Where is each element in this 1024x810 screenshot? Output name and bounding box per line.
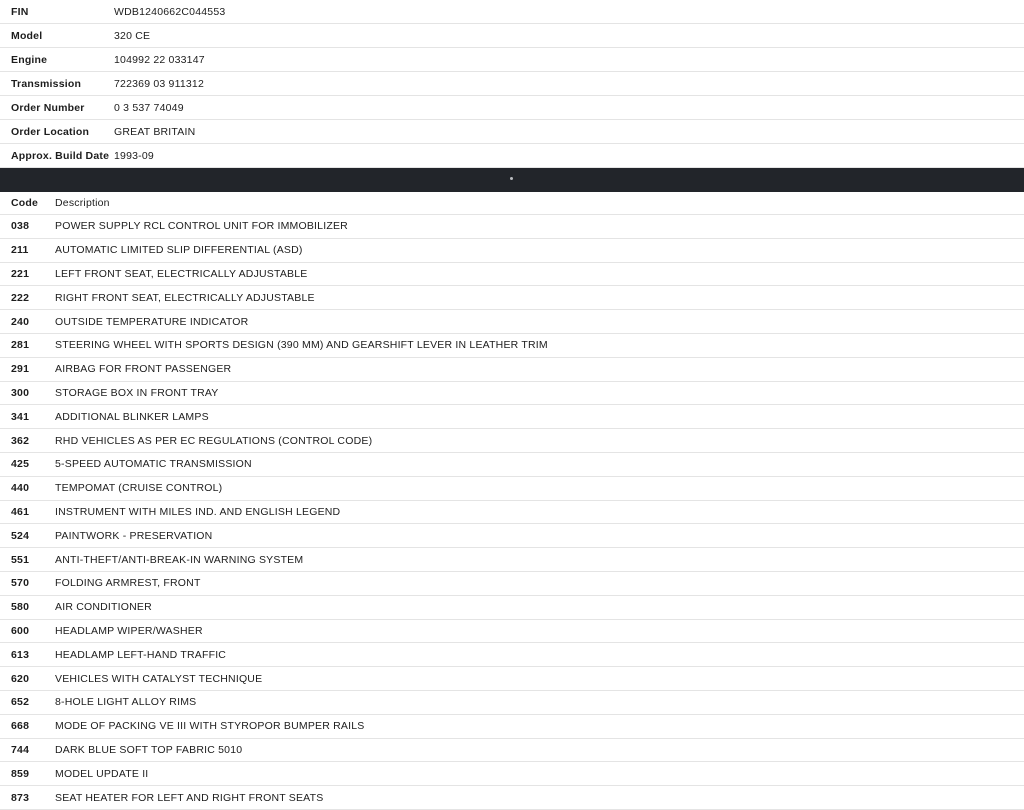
vehicle-info-row [0,120,1024,144]
table-row [0,286,1024,310]
option-code-cell: 425 [11,458,30,471]
option-code-cell: 211 [11,244,29,257]
option-code-cell: 652 [11,696,30,709]
table-row [0,381,1024,405]
vehicle-info-row [0,0,1024,24]
vehicle-info-value: WDB1240662C044553 [114,5,226,18]
table-row [0,524,1024,548]
vehicle-info-label: Order Location [11,125,90,138]
option-code-cell: 620 [11,672,30,685]
vehicle-info-label: Approx. Build Date [11,149,110,162]
option-description-cell: ANTI-THEFT/ANTI-BREAK-IN WARNING SYSTEM [55,553,304,566]
vehicle-info-table [0,0,1024,168]
vehicle-info-row [0,144,1024,168]
option-code-cell: 859 [11,767,30,780]
table-row [0,238,1024,262]
option-codes-body [0,215,1024,810]
option-description-cell: SEAT HEATER FOR LEFT AND RIGHT FRONT SEATS [55,791,324,804]
table-row [0,333,1024,357]
vehicle-info-row [0,96,1024,120]
table-row [0,476,1024,500]
option-code-cell: 570 [11,577,30,590]
vehicle-info-row [0,48,1024,72]
vehicle-info-row [0,72,1024,96]
vehicle-info-row [0,24,1024,48]
table-row [0,690,1024,714]
table-row [0,619,1024,643]
table-row [0,548,1024,572]
option-description-cell: FOLDING ARMREST, FRONT [55,577,201,590]
option-description-cell: VEHICLES WITH CATALYST TECHNIQUE [55,672,263,685]
column-header-description: Description [55,197,110,209]
separator-dot-icon [510,177,513,180]
option-description-cell: AIR CONDITIONER [55,601,152,614]
option-description-cell: MODE OF PACKING VE III WITH STYROPOR BUMPER RAILS [55,720,365,733]
option-description-cell: OUTSIDE TEMPERATURE INDICATOR [55,315,249,328]
table-row [0,500,1024,524]
table-row [0,595,1024,619]
option-description-cell: AUTOMATIC LIMITED SLIP DIFFERENTIAL (ASD) [55,244,303,257]
option-code-cell: 362 [11,434,30,447]
option-code-cell: 341 [11,410,30,423]
option-description-cell: 5-SPEED AUTOMATIC TRANSMISSION [55,458,252,471]
option-code-cell: 038 [11,220,30,233]
section-separator-band [0,168,1024,192]
vehicle-info-value: GREAT BRITAIN [114,125,196,138]
option-description-cell: AIRBAG FOR FRONT PASSENGER [55,363,232,376]
option-description-cell: ADDITIONAL BLINKER LAMPS [55,410,209,423]
column-header-code: Code [11,197,39,209]
table-row [0,667,1024,691]
option-code-cell: 461 [11,505,30,518]
vehicle-info-value: 722369 03 911312 [114,77,205,90]
option-description-cell: POWER SUPPLY RCL CONTROL UNIT FOR IMMOBILIZER [55,220,348,233]
option-code-cell: 613 [11,648,30,661]
vehicle-info-label: Order Number [11,101,85,114]
table-row [0,786,1024,810]
option-code-cell: 300 [11,386,30,399]
option-code-cell: 221 [11,267,30,280]
option-code-cell: 580 [11,601,30,614]
table-row [0,738,1024,762]
option-code-cell: 524 [11,529,30,542]
option-description-cell: INSTRUMENT WITH MILES IND. AND ENGLISH LEGEND [55,505,341,518]
vehicle-info-label: Transmission [11,77,82,90]
option-description-cell: MODEL UPDATE II [55,767,149,780]
option-code-cell: 744 [11,743,30,756]
table-row [0,762,1024,786]
option-codes-table [0,192,1024,810]
option-code-cell: 281 [11,339,30,352]
table-row [0,643,1024,667]
option-code-cell: 551 [11,553,30,566]
option-code-cell: 600 [11,624,30,637]
vehicle-info-body [0,0,1024,168]
table-row [0,405,1024,429]
option-code-cell: 873 [11,791,30,804]
option-code-cell: 222 [11,291,30,304]
option-code-cell: 440 [11,482,30,495]
table-row [0,571,1024,595]
vehicle-info-value: 0 3 537 74049 [114,101,184,114]
vehicle-info-value: 1993-09 [114,149,154,162]
option-description-cell: LEFT FRONT SEAT, ELECTRICALLY ADJUSTABLE [55,267,308,280]
table-row [0,215,1024,239]
vehicle-info-label: FIN [11,5,29,18]
option-description-cell: RHD VEHICLES AS PER EC REGULATIONS (CONTROL CODE) [55,434,373,447]
option-description-cell: DARK BLUE SOFT TOP FABRIC 5010 [55,743,243,756]
option-code-cell: 668 [11,720,30,733]
option-description-cell: HEADLAMP WIPER/WASHER [55,624,203,637]
option-description-cell: HEADLAMP LEFT-HAND TRAFFIC [55,648,227,661]
vehicle-info-value: 320 CE [114,29,151,42]
option-description-cell: STORAGE BOX IN FRONT TRAY [55,386,219,399]
option-code-cell: 291 [11,363,30,376]
vehicle-info-label: Engine [11,53,48,66]
option-code-cell: 240 [11,315,30,328]
option-description-cell: 8-HOLE LIGHT ALLOY RIMS [55,696,197,709]
option-codes-header [0,192,1024,215]
option-description-cell: RIGHT FRONT SEAT, ELECTRICALLY ADJUSTABLE [55,291,315,304]
option-description-cell: PAINTWORK - PRESERVATION [55,529,213,542]
vehicle-info-value: 104992 22 033147 [114,53,205,66]
table-header-row [0,192,1024,215]
vehicle-info-label: Model [11,29,43,42]
table-row [0,262,1024,286]
table-row [0,452,1024,476]
table-row [0,429,1024,453]
table-row [0,357,1024,381]
table-row [0,714,1024,738]
option-description-cell: TEMPOMAT (CRUISE CONTROL) [55,482,223,495]
option-description-cell: STEERING WHEEL WITH SPORTS DESIGN (390 MM) AND GEARSHIFT LEVER IN LEATHER TRIM [55,339,548,352]
table-row [0,310,1024,334]
